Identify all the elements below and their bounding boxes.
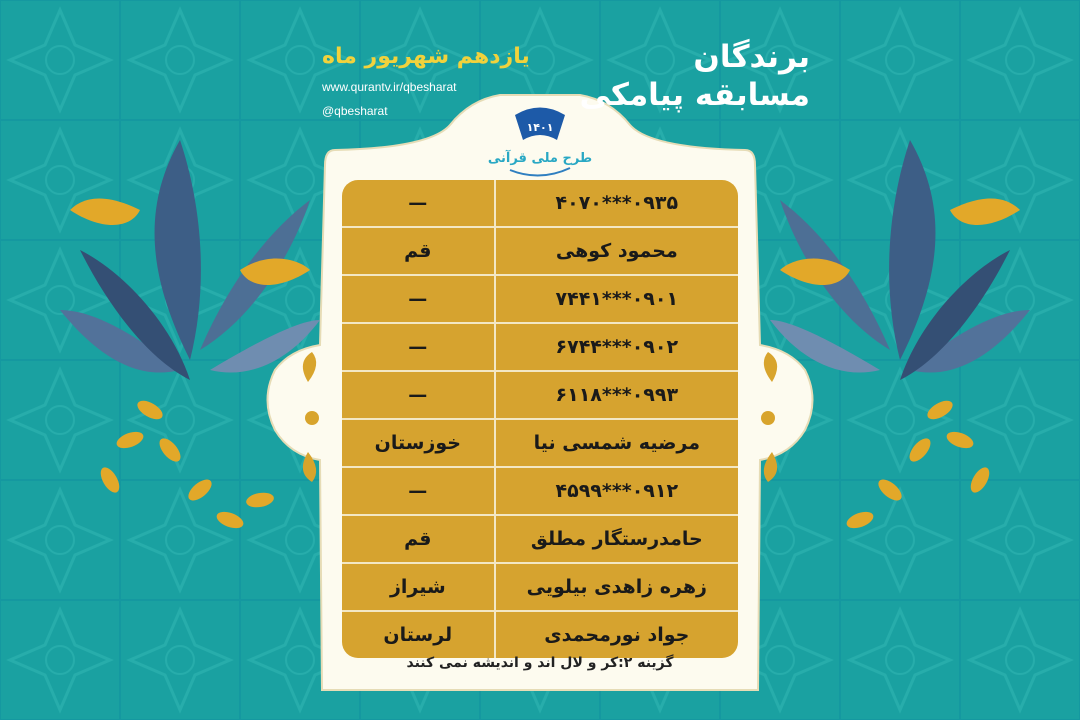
table-row (342, 564, 738, 612)
winner-city-cell: — (342, 468, 494, 516)
winner-name-cell: مرضیه شمسی نیا (494, 420, 738, 468)
winner-city-cell: — (342, 276, 494, 324)
website-url: www.qurantv.ir/qbesharat (322, 80, 457, 94)
logo-text: طرح ملی قرآنی (487, 151, 593, 166)
right-foliage-illustration (770, 120, 1030, 540)
national-quran-plan-logo (487, 100, 593, 182)
winner-city-cell: — (342, 372, 494, 420)
table-row (342, 372, 738, 420)
winner-city-cell: شیراز (342, 564, 494, 612)
winner-name-cell: ۰۹۹۳***۶۱۱۸ (494, 372, 738, 420)
winner-name-cell: ۰۹۱۲***۴۵۹۹ (494, 468, 738, 516)
title-line-1: برندگان (693, 39, 810, 75)
table-row (342, 420, 738, 468)
table-row (342, 180, 738, 228)
winner-city-cell: قم (342, 516, 494, 564)
table-row (342, 228, 738, 276)
logo-year: ۱۴۰۱ (526, 121, 554, 134)
table-row (342, 324, 738, 372)
winner-city-cell: خوزستان (342, 420, 494, 468)
left-foliage-illustration (60, 120, 320, 540)
answer-footnote: گزینه ۲:کر و لال اند و اندیشه نمی کنند (406, 655, 674, 671)
winner-city-cell: قم (342, 228, 494, 276)
winner-city-cell: لرستان (383, 624, 453, 646)
winner-name-cell: محمود کوهی (494, 228, 738, 276)
winner-city-cell: — (342, 180, 494, 228)
title-line-2: مسابقه پیامکی (579, 77, 810, 113)
winner-name-cell: ۰۹۰۲***۶۷۴۴ (494, 324, 738, 372)
social-handle: @qbesharat (322, 104, 388, 118)
winner-name-cell: حامدرستگار مطلق (494, 516, 738, 564)
winner-name-cell: ۰۹۰۱***۷۴۴۱ (494, 276, 738, 324)
winner-name-cell: ۰۹۳۵***۴۰۷۰ (494, 180, 738, 228)
table-row (342, 468, 738, 516)
table-row (342, 516, 738, 564)
winner-name-cell: جواد نورمحمدی (494, 612, 738, 658)
winners-table (342, 180, 738, 658)
table-row (342, 612, 738, 658)
winner-name-cell: زهره زاهدی بیلویی (494, 564, 738, 612)
page-title (580, 38, 810, 114)
winner-city-cell: — (342, 324, 494, 372)
date-label: یازدهم شهریور ماه (322, 44, 530, 69)
table-row (342, 276, 738, 324)
